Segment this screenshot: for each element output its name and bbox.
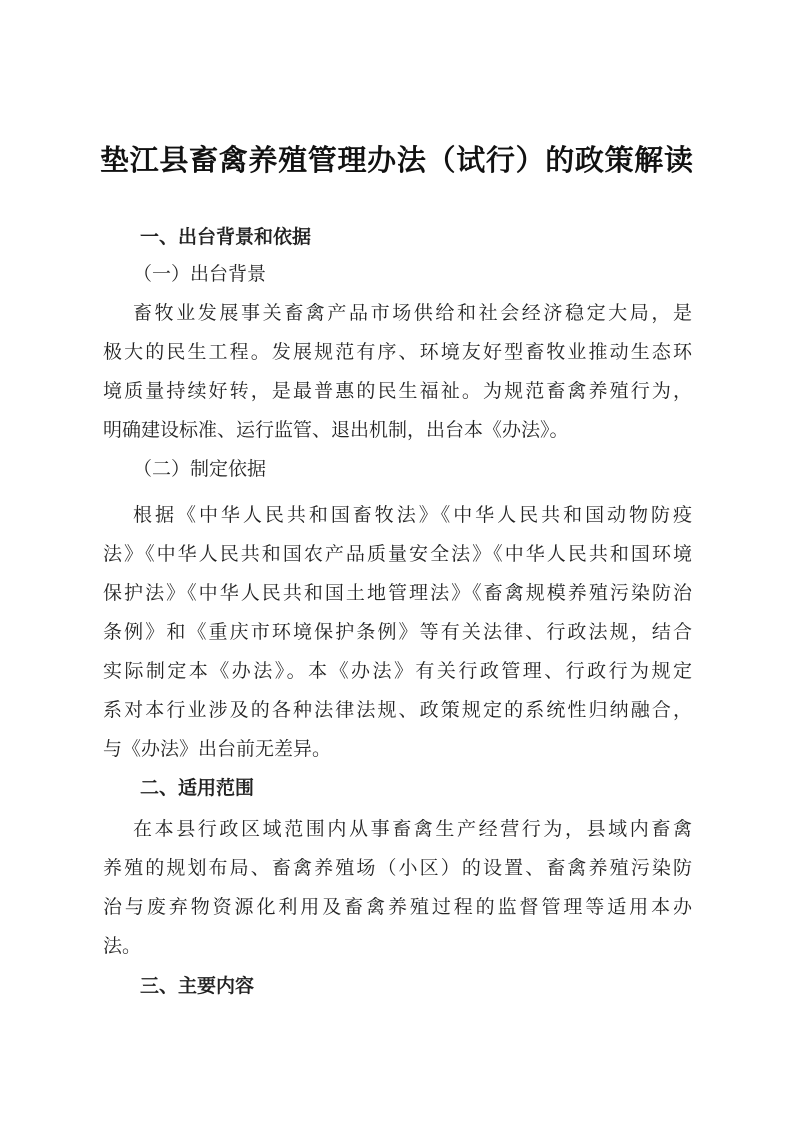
section-heading-2: 二、适用范围	[140, 777, 255, 799]
subheading-background: （一）出台背景	[133, 263, 267, 285]
paragraph-line: 条例》和《重庆市环境保护条例》等有关法律、行政法规，结合	[103, 621, 692, 643]
section-heading-3: 三、主要内容	[140, 975, 255, 997]
paragraph-line: 根据《中华人民共和国畜牧法》《中华人民共和国动物防疫	[133, 504, 692, 526]
paragraph-line: 在本县行政区域范围内从事畜禽生产经营行为，县域内畜禽	[133, 818, 692, 840]
paragraph-line: 治与废弃物资源化利用及畜禽养殖过程的监督管理等适用本办	[103, 896, 692, 918]
paragraph-line: 畜牧业发展事关畜禽产品市场供给和社会经济稳定大局，是	[133, 302, 692, 324]
paragraph-line: 养殖的规划布局、畜禽养殖场（小区）的设置、畜禽养殖污染防	[103, 857, 692, 879]
paragraph-line: 明确建设标准、运行监管、退出机制，出台本《办法》。	[103, 419, 569, 441]
paragraph-line: 极大的民生工程。发展规范有序、环境友好型畜牧业推动生态环	[103, 341, 692, 363]
document-title: 垫江县畜禽养殖管理办法（试行）的政策解读	[100, 143, 693, 177]
paragraph-line: 保护法》《中华人民共和国土地管理法》《畜禽规模养殖污染防治	[103, 582, 692, 604]
paragraph-line: 法》《中华人民共和国农产品质量安全法》《中华人民共和国环境	[103, 543, 692, 565]
section-heading-1: 一、出台背景和依据	[140, 226, 312, 248]
subheading-basis: （二）制定依据	[133, 458, 267, 480]
paragraph-line: 系对本行业涉及的各种法律法规、政策规定的系统性归纳融合，	[103, 699, 692, 721]
paragraph-line: 境质量持续好转，是最普惠的民生福祉。为规范畜禽养殖行为，	[103, 380, 692, 402]
paragraph-line: 实际制定本《办法》。本《办法》有关行政管理、行政行为规定	[103, 660, 692, 682]
paragraph-line: 法。	[103, 935, 142, 957]
paragraph-line: 与《办法》出台前无差异。	[103, 738, 332, 760]
